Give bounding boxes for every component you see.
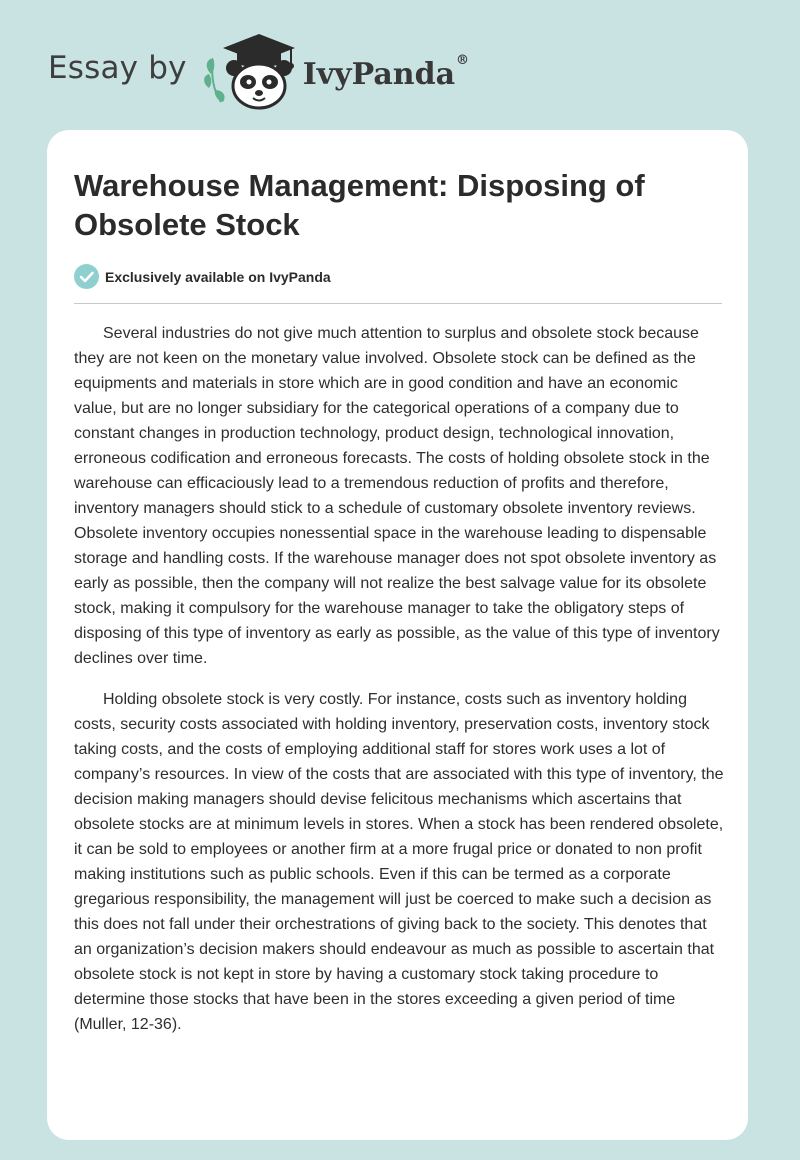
article-title: Warehouse Management: Disposing of Obsolete Stock: [74, 168, 645, 242]
registered-mark: ®: [456, 52, 470, 68]
body-paragraph: Holding obsolete stock is very costly. For instance, costs such as inventory holding costs, security costs associated with holding inventory, preservation costs, inventory stock taking costs, and the costs of employing additional staff for stores work uses a lot of company’s resources. In view of the costs that are associated with this type of inventory, the decision making managers should devise felicitous mechanisms which ascertains that obsolete stocks are at minimum levels in stores. When a stock has been rendered obsolete, it can be sold to employees or another firm at a more frugal price or donated to non profit making institutions such as public schools. Even if this can be termed as a corporate gregarious responsibility, the management will just be coerced to make such a decision as this does not fall under their orchestrations of giving back to the society. This denotes that an organization’s decision makers should endeavour as much as possible to ascertain that obsolete stock is not kept in store by having a customary stock taking procedure to determine those stocks that have been in the stores exceeding a given period of time (Muller, 12-36).: [74, 691, 724, 1033]
brand-header: [48, 30, 469, 112]
check-circle-icon: [74, 264, 99, 289]
article-card: [47, 130, 748, 1140]
exclusive-badge-label: Exclusively available on IvyPanda: [105, 268, 331, 285]
exclusive-badge: [74, 264, 331, 289]
body-paragraph: Several industries do not give much attention to surplus and obsolete stock because they are not keen on the monetary value involved. Obsolete stock can be defined as the equipments and materials in store which are in good condition and have an economic value, but are no longer subsidiary for the categorical operations of a company due to constant changes in production technology, product design, technological innovation, erroneous codification and erroneous forecasts. The costs of holding obsolete stock in the warehouse can efficaciously lead to a tremendous reduction of profits and therefore, inventory managers should stick to a schedule of customary obsolete inventory reviews. Obsolete inventory occupies nonessential space in the warehouse leading to dispensable storage and handling costs. If the warehouse manager does not spot obsolete inventory as early as possible, then the company will not realize the best salvage value for its obsolete stock, making it compulsory for the warehouse manager to take the obligatory steps of disposing of this type of inventory as early as possible, as the value of this type of inventory declines over time.: [74, 325, 720, 667]
panda-logo-icon[interactable]: [203, 30, 299, 112]
brand-prefix: Essay by: [48, 50, 187, 86]
title-divider: [74, 303, 722, 304]
article-body: [74, 321, 724, 1053]
brand-name[interactable]: [302, 52, 470, 92]
brand-name-text: IvyPanda: [302, 56, 456, 92]
